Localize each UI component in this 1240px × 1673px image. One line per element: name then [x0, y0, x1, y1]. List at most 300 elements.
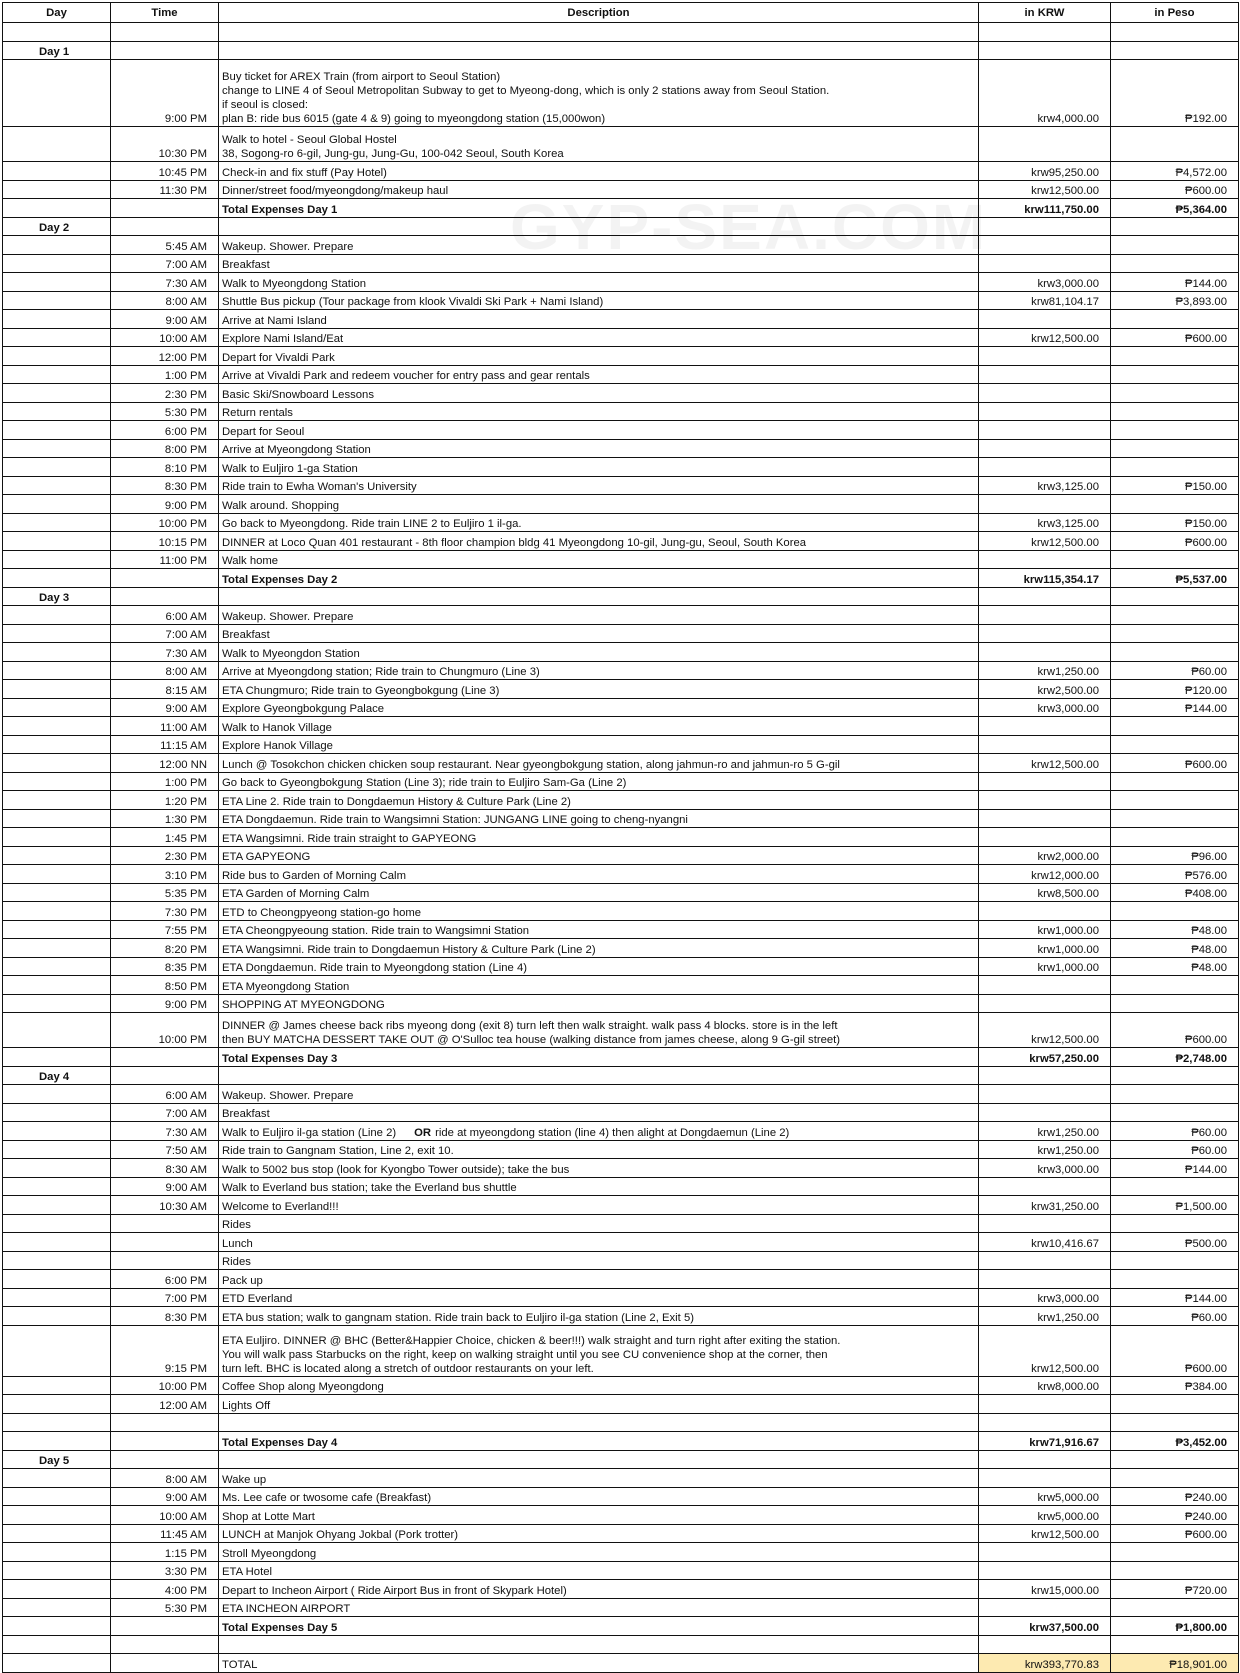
- time-cell: 9:00 PM: [111, 60, 219, 127]
- peso-cell: ₱18,901.00: [1111, 1654, 1239, 1673]
- day-cell: [3, 458, 111, 477]
- krw-cell: [979, 310, 1111, 329]
- krw-cell: krw95,250.00: [979, 162, 1111, 181]
- peso-cell: ₱144.00: [1111, 1159, 1239, 1178]
- itinerary-row: [3, 661, 1239, 680]
- day-header-row: [3, 217, 1239, 236]
- peso-cell: [1111, 347, 1239, 366]
- time-cell: 7:30 PM: [111, 902, 219, 921]
- krw-cell: [979, 23, 1111, 42]
- day-cell: [3, 1395, 111, 1414]
- itinerary-row: [3, 1598, 1239, 1617]
- time-cell: 8:30 AM: [111, 1159, 219, 1178]
- time-cell: [111, 1450, 219, 1469]
- description-line: then BUY MATCHA DESSERT TAKE OUT @ O'Sulloc tea house (walking distance from james cheese, along 9 G-gil street): [222, 1034, 841, 1046]
- day-cell: [3, 994, 111, 1013]
- itinerary-row: [3, 1487, 1239, 1506]
- description-cell: Shop at Lotte Mart: [219, 1506, 979, 1525]
- itinerary-row: [3, 606, 1239, 625]
- peso-cell: [1111, 1413, 1239, 1432]
- description-cell: [219, 1013, 979, 1048]
- description-cell: ETA Hotel: [219, 1561, 979, 1580]
- description-cell: Dinner/street food/myeongdong/makeup haul: [219, 180, 979, 199]
- itinerary-row: [3, 920, 1239, 939]
- time-cell: [111, 23, 219, 42]
- description-cell: ETA Line 2. Ride train to Dongdaemun History & Culture Park (Line 2): [219, 791, 979, 810]
- krw-cell: krw8,500.00: [979, 883, 1111, 902]
- time-cell: 7:00 AM: [111, 624, 219, 643]
- itinerary-row: [3, 717, 1239, 736]
- peso-cell: [1111, 624, 1239, 643]
- itinerary-row: [3, 791, 1239, 810]
- peso-cell: [1111, 791, 1239, 810]
- day-cell: [3, 1543, 111, 1562]
- description-cell: Lunch @ Tosokchon chicken chicken soup restaurant. Near gyeongbokgung station, along jahmun-ro and jahmun-ro 5 G-gil: [219, 754, 979, 773]
- itinerary-row: [3, 291, 1239, 310]
- description-cell: ETA Wangsimni. Ride train straight to GAPYEONG: [219, 828, 979, 847]
- time-cell: 9:00 AM: [111, 310, 219, 329]
- description-cell: Rides: [219, 1214, 979, 1233]
- peso-cell: [1111, 1561, 1239, 1580]
- peso-cell: [1111, 1085, 1239, 1104]
- time-cell: 7:50 AM: [111, 1140, 219, 1159]
- time-cell: 6:00 PM: [111, 421, 219, 440]
- header-description: Description: [219, 3, 979, 23]
- day-label: Day 2: [3, 217, 111, 236]
- header-row: [3, 3, 1239, 23]
- description-line: if seoul is closed:: [222, 99, 309, 111]
- description-cell: [219, 1325, 979, 1376]
- itinerary-row: [3, 1122, 1239, 1141]
- description-cell: Arrive at Vivaldi Park and redeem voucher for entry pass and gear rentals: [219, 365, 979, 384]
- peso-cell: ₱60.00: [1111, 1122, 1239, 1141]
- or-label: OR: [414, 1126, 432, 1139]
- krw-cell: krw3,000.00: [979, 273, 1111, 292]
- day-header-row: [3, 1450, 1239, 1469]
- day-cell: [3, 754, 111, 773]
- peso-cell: [1111, 236, 1239, 255]
- description-cell: Check-in and fix stuff (Pay Hotel): [219, 162, 979, 181]
- day-header-row: [3, 1066, 1239, 1085]
- krw-cell: krw115,354.17: [979, 569, 1111, 588]
- day-cell: [3, 717, 111, 736]
- description-cell: Breakfast: [219, 624, 979, 643]
- day-cell: [3, 1635, 111, 1654]
- day-cell: [3, 1140, 111, 1159]
- krw-cell: [979, 809, 1111, 828]
- krw-cell: krw2,000.00: [979, 846, 1111, 865]
- time-cell: 11:45 AM: [111, 1524, 219, 1543]
- itinerary-row: [3, 939, 1239, 958]
- description-cell: [219, 127, 979, 162]
- time-cell: 9:15 PM: [111, 1325, 219, 1376]
- itinerary-row: [3, 1395, 1239, 1414]
- peso-cell: [1111, 1270, 1239, 1289]
- itinerary-row: [3, 513, 1239, 532]
- krw-cell: [979, 735, 1111, 754]
- krw-cell: [979, 587, 1111, 606]
- peso-cell: ₱240.00: [1111, 1506, 1239, 1525]
- krw-cell: [979, 1251, 1111, 1270]
- krw-cell: krw5,000.00: [979, 1506, 1111, 1525]
- peso-cell: [1111, 643, 1239, 662]
- time-cell: 3:10 PM: [111, 865, 219, 884]
- description-cell: Walk to Euljiro 1-ga Station: [219, 458, 979, 477]
- krw-cell: [979, 717, 1111, 736]
- time-cell: 8:30 PM: [111, 1307, 219, 1326]
- itinerary-row: [3, 254, 1239, 273]
- peso-cell: [1111, 402, 1239, 421]
- description-cell: Wakeup. Shower. Prepare: [219, 236, 979, 255]
- peso-cell: ₱150.00: [1111, 476, 1239, 495]
- itinerary-row: [3, 865, 1239, 884]
- blank-row: [3, 1635, 1239, 1654]
- day-cell: [3, 402, 111, 421]
- peso-cell: [1111, 1066, 1239, 1085]
- description-cell: Lights Off: [219, 1395, 979, 1414]
- peso-cell: ₱500.00: [1111, 1233, 1239, 1252]
- itinerary-row: [3, 1140, 1239, 1159]
- krw-cell: [979, 772, 1111, 791]
- day-cell: [3, 957, 111, 976]
- krw-cell: [979, 994, 1111, 1013]
- description-cell: ETA Chungmuro; Ride train to Gyeongbokgung (Line 3): [219, 680, 979, 699]
- description-cell: ETA Dongdaemun. Ride train to Myeongdong station (Line 4): [219, 957, 979, 976]
- header-krw: in KRW: [979, 3, 1111, 23]
- peso-cell: ₱1,500.00: [1111, 1196, 1239, 1215]
- itinerary-row: [3, 1159, 1239, 1178]
- krw-cell: [979, 1085, 1111, 1104]
- day-cell: [3, 1103, 111, 1122]
- krw-cell: [979, 1066, 1111, 1085]
- day-cell: [3, 1487, 111, 1506]
- krw-cell: krw1,000.00: [979, 920, 1111, 939]
- description-cell: Walk to Myeongdong Station: [219, 273, 979, 292]
- time-cell: [111, 569, 219, 588]
- day-cell: [3, 291, 111, 310]
- day-cell: [3, 513, 111, 532]
- day-cell: [3, 1288, 111, 1307]
- time-cell: 7:30 AM: [111, 643, 219, 662]
- time-cell: 12:00 AM: [111, 1395, 219, 1414]
- krw-cell: krw3,000.00: [979, 698, 1111, 717]
- itinerary-row: [3, 458, 1239, 477]
- itinerary-row: [3, 1214, 1239, 1233]
- description-cell: ETA Myeongdong Station: [219, 976, 979, 995]
- itinerary-row: [3, 1270, 1239, 1289]
- krw-cell: krw57,250.00: [979, 1048, 1111, 1067]
- itinerary-row: [3, 328, 1239, 347]
- itinerary-row: [3, 162, 1239, 181]
- itinerary-row: [3, 643, 1239, 662]
- itinerary-row: [3, 1469, 1239, 1488]
- time-cell: 8:00 PM: [111, 439, 219, 458]
- krw-cell: [979, 624, 1111, 643]
- time-cell: 1:00 PM: [111, 772, 219, 791]
- itinerary-row: [3, 1233, 1239, 1252]
- time-cell: [111, 1432, 219, 1451]
- description-line: Walk to hotel - Seoul Global Hostel: [222, 134, 397, 146]
- day-cell: [3, 127, 111, 162]
- time-cell: [111, 1617, 219, 1636]
- description-cell: Walk to Everland bus station; take the Everland bus shuttle: [219, 1177, 979, 1196]
- day-total-row: [3, 1432, 1239, 1451]
- itinerary-row: [3, 754, 1239, 773]
- description-cell: Go back to Gyeongbokgung Station (Line 3); ride train to Euljiro Sam-Ga (Line 2): [219, 772, 979, 791]
- description-cell: ETD Everland: [219, 1288, 979, 1307]
- krw-cell: [979, 1103, 1111, 1122]
- day-cell: [3, 495, 111, 514]
- time-cell: 11:30 PM: [111, 180, 219, 199]
- krw-cell: krw12,500.00: [979, 1325, 1111, 1376]
- itinerary-row: [3, 698, 1239, 717]
- krw-cell: krw71,916.67: [979, 1432, 1111, 1451]
- krw-cell: [979, 347, 1111, 366]
- itinerary-row: [3, 1376, 1239, 1395]
- description-cell: Walk to Myeongdon Station: [219, 643, 979, 662]
- krw-cell: [979, 791, 1111, 810]
- peso-cell: [1111, 828, 1239, 847]
- time-cell: 9:00 PM: [111, 994, 219, 1013]
- description-cell: [219, 41, 979, 60]
- time-cell: 10:00 PM: [111, 1376, 219, 1395]
- peso-cell: ₱96.00: [1111, 846, 1239, 865]
- peso-cell: ₱60.00: [1111, 1140, 1239, 1159]
- day-cell: [3, 365, 111, 384]
- description-cell: Ride train to Gangnam Station, Line 2, exit 10.: [219, 1140, 979, 1159]
- time-cell: 12:00 PM: [111, 347, 219, 366]
- peso-cell: ₱48.00: [1111, 920, 1239, 939]
- day-cell: [3, 939, 111, 958]
- time-cell: 10:45 PM: [111, 162, 219, 181]
- day-cell: [3, 347, 111, 366]
- itinerary-row: [3, 347, 1239, 366]
- peso-cell: ₱600.00: [1111, 1013, 1239, 1048]
- peso-cell: ₱3,893.00: [1111, 291, 1239, 310]
- time-cell: 10:15 PM: [111, 532, 219, 551]
- day-cell: [3, 254, 111, 273]
- description-cell: Arrive at Nami Island: [219, 310, 979, 329]
- description-cell: Explore Nami Island/Eat: [219, 328, 979, 347]
- peso-cell: [1111, 1251, 1239, 1270]
- description-cell: Go back to Myeongdong. Ride train LINE 2 to Euljiro 1 il-ga.: [219, 513, 979, 532]
- time-cell: 4:00 PM: [111, 1580, 219, 1599]
- krw-cell: [979, 458, 1111, 477]
- time-cell: 7:00 AM: [111, 254, 219, 273]
- time-cell: 7:30 AM: [111, 273, 219, 292]
- time-cell: 2:30 PM: [111, 846, 219, 865]
- itinerary-row: [3, 236, 1239, 255]
- itinerary-row: [3, 127, 1239, 162]
- itinerary-row: [3, 957, 1239, 976]
- itinerary-row: [3, 1196, 1239, 1215]
- description-cell: Welcome to Everland!!!: [219, 1196, 979, 1215]
- description-cell: [219, 1635, 979, 1654]
- description-cell: Breakfast: [219, 1103, 979, 1122]
- peso-cell: ₱600.00: [1111, 532, 1239, 551]
- krw-cell: [979, 1177, 1111, 1196]
- time-cell: [111, 217, 219, 236]
- peso-cell: ₱144.00: [1111, 1288, 1239, 1307]
- peso-cell: [1111, 1635, 1239, 1654]
- day-cell: [3, 310, 111, 329]
- peso-cell: [1111, 1395, 1239, 1414]
- description-cell: Return rentals: [219, 402, 979, 421]
- time-cell: 9:00 AM: [111, 1177, 219, 1196]
- description-cell: Walk home: [219, 550, 979, 569]
- day-cell: [3, 1617, 111, 1636]
- time-cell: 1:00 PM: [111, 365, 219, 384]
- peso-cell: ₱720.00: [1111, 1580, 1239, 1599]
- peso-cell: [1111, 809, 1239, 828]
- peso-cell: [1111, 1469, 1239, 1488]
- krw-cell: krw10,416.67: [979, 1233, 1111, 1252]
- description-cell: Ride train to Ewha Woman's University: [219, 476, 979, 495]
- day-cell: [3, 1413, 111, 1432]
- time-cell: 8:50 PM: [111, 976, 219, 995]
- time-cell: 8:15 AM: [111, 680, 219, 699]
- description-cell: [219, 587, 979, 606]
- krw-cell: [979, 1598, 1111, 1617]
- day-cell: [3, 1177, 111, 1196]
- krw-cell: [979, 254, 1111, 273]
- description-cell: Wakeup. Shower. Prepare: [219, 1085, 979, 1104]
- description-cell: Walk to Hanok Village: [219, 717, 979, 736]
- krw-cell: krw1,250.00: [979, 661, 1111, 680]
- day-cell: [3, 569, 111, 588]
- header-day: Day: [3, 3, 111, 23]
- peso-cell: [1111, 41, 1239, 60]
- krw-cell: [979, 217, 1111, 236]
- description-line: DINNER @ James cheese back ribs myeong dong (exit 8) turn left then walk straight. walk pass 4 blocks. store is in the left: [222, 1020, 838, 1032]
- description-cell: Explore Gyeongbokgung Palace: [219, 698, 979, 717]
- krw-cell: [979, 365, 1111, 384]
- day-total-row: [3, 569, 1239, 588]
- day-cell: [3, 550, 111, 569]
- itinerary-body: [3, 23, 1239, 1673]
- day-cell: [3, 902, 111, 921]
- description-cell: ETA Dongdaemun. Ride train to Wangsimni Station: JUNGANG LINE going to cheng-nyangni: [219, 809, 979, 828]
- description-cell: ETA Wangsimni. Ride train to Dongdaemun History & Culture Park (Line 2): [219, 939, 979, 958]
- day-header-row: [3, 41, 1239, 60]
- description-alt-text: ride at myeongdong station (line 4) then alight at Dongdaemun (Line 2): [435, 1126, 790, 1139]
- time-cell: 11:00 PM: [111, 550, 219, 569]
- itinerary-row: [3, 421, 1239, 440]
- itinerary-row: [3, 402, 1239, 421]
- peso-cell: [1111, 1214, 1239, 1233]
- itinerary-row: [3, 772, 1239, 791]
- krw-cell: krw1,250.00: [979, 1122, 1111, 1141]
- peso-cell: ₱150.00: [1111, 513, 1239, 532]
- krw-cell: krw12,500.00: [979, 1524, 1111, 1543]
- krw-cell: [979, 1214, 1111, 1233]
- itinerary-row: [3, 1307, 1239, 1326]
- peso-cell: [1111, 23, 1239, 42]
- description-cell: ETD to Cheongpyeong station-go home: [219, 902, 979, 921]
- peso-cell: [1111, 495, 1239, 514]
- krw-cell: [979, 828, 1111, 847]
- itinerary-row: [3, 846, 1239, 865]
- krw-cell: krw1,250.00: [979, 1307, 1111, 1326]
- description-cell: [219, 1450, 979, 1469]
- itinerary-row: [3, 1177, 1239, 1196]
- time-cell: 1:30 PM: [111, 809, 219, 828]
- description-cell: Arrive at Myeongdong Station: [219, 439, 979, 458]
- peso-cell: [1111, 1543, 1239, 1562]
- krw-cell: krw4,000.00: [979, 60, 1111, 127]
- krw-cell: [979, 550, 1111, 569]
- itinerary-row: [3, 273, 1239, 292]
- day-cell: [3, 476, 111, 495]
- description-line: 38, Sogong-ro 6-gil, Jung-gu, Jung-Gu, 100-042 Seoul, South Korea: [222, 148, 564, 160]
- krw-cell: krw12,500.00: [979, 754, 1111, 773]
- time-cell: 6:00 AM: [111, 606, 219, 625]
- description-cell: Total Expenses Day 1: [219, 199, 979, 218]
- day-cell: [3, 828, 111, 847]
- time-cell: 5:30 PM: [111, 402, 219, 421]
- itinerary-row: [3, 1506, 1239, 1525]
- day-cell: [3, 273, 111, 292]
- time-cell: 1:20 PM: [111, 791, 219, 810]
- peso-cell: ₱144.00: [1111, 698, 1239, 717]
- time-cell: 12:00 NN: [111, 754, 219, 773]
- time-cell: 7:30 AM: [111, 1122, 219, 1141]
- itinerary-table: [2, 2, 1239, 1673]
- time-cell: [111, 587, 219, 606]
- time-cell: 9:00 PM: [111, 495, 219, 514]
- krw-cell: krw3,000.00: [979, 1288, 1111, 1307]
- krw-cell: krw12,000.00: [979, 865, 1111, 884]
- itinerary-row: [3, 680, 1239, 699]
- itinerary-row: [3, 1524, 1239, 1543]
- itinerary-row: [3, 809, 1239, 828]
- peso-cell: ₱60.00: [1111, 661, 1239, 680]
- grand-total-row: [3, 1654, 1239, 1673]
- day-label: Day 4: [3, 1066, 111, 1085]
- time-cell: [111, 1251, 219, 1270]
- time-cell: 8:00 AM: [111, 661, 219, 680]
- blank-row: [3, 23, 1239, 42]
- krw-cell: [979, 1635, 1111, 1654]
- krw-cell: krw12,500.00: [979, 1013, 1111, 1048]
- time-cell: 10:30 PM: [111, 127, 219, 162]
- description-cell: [219, 217, 979, 236]
- krw-cell: [979, 1561, 1111, 1580]
- time-cell: [111, 1654, 219, 1673]
- peso-cell: ₱5,537.00: [1111, 569, 1239, 588]
- day-total-row: [3, 199, 1239, 218]
- peso-cell: [1111, 458, 1239, 477]
- itinerary-row: [3, 180, 1239, 199]
- time-cell: 8:00 AM: [111, 291, 219, 310]
- peso-cell: [1111, 772, 1239, 791]
- krw-cell: krw8,000.00: [979, 1376, 1111, 1395]
- day-cell: [3, 162, 111, 181]
- description-cell: Arrive at Myeongdong station; Ride train to Chungmuro (Line 3): [219, 661, 979, 680]
- day-cell: [3, 1048, 111, 1067]
- day-cell: [3, 328, 111, 347]
- description-cell: Total Expenses Day 2: [219, 569, 979, 588]
- time-cell: 9:00 AM: [111, 1487, 219, 1506]
- day-cell: [3, 883, 111, 902]
- day-cell: [3, 1196, 111, 1215]
- krw-cell: [979, 421, 1111, 440]
- time-cell: [111, 1048, 219, 1067]
- day-cell: [3, 624, 111, 643]
- day-cell: [3, 1214, 111, 1233]
- peso-cell: [1111, 421, 1239, 440]
- krw-cell: [979, 1413, 1111, 1432]
